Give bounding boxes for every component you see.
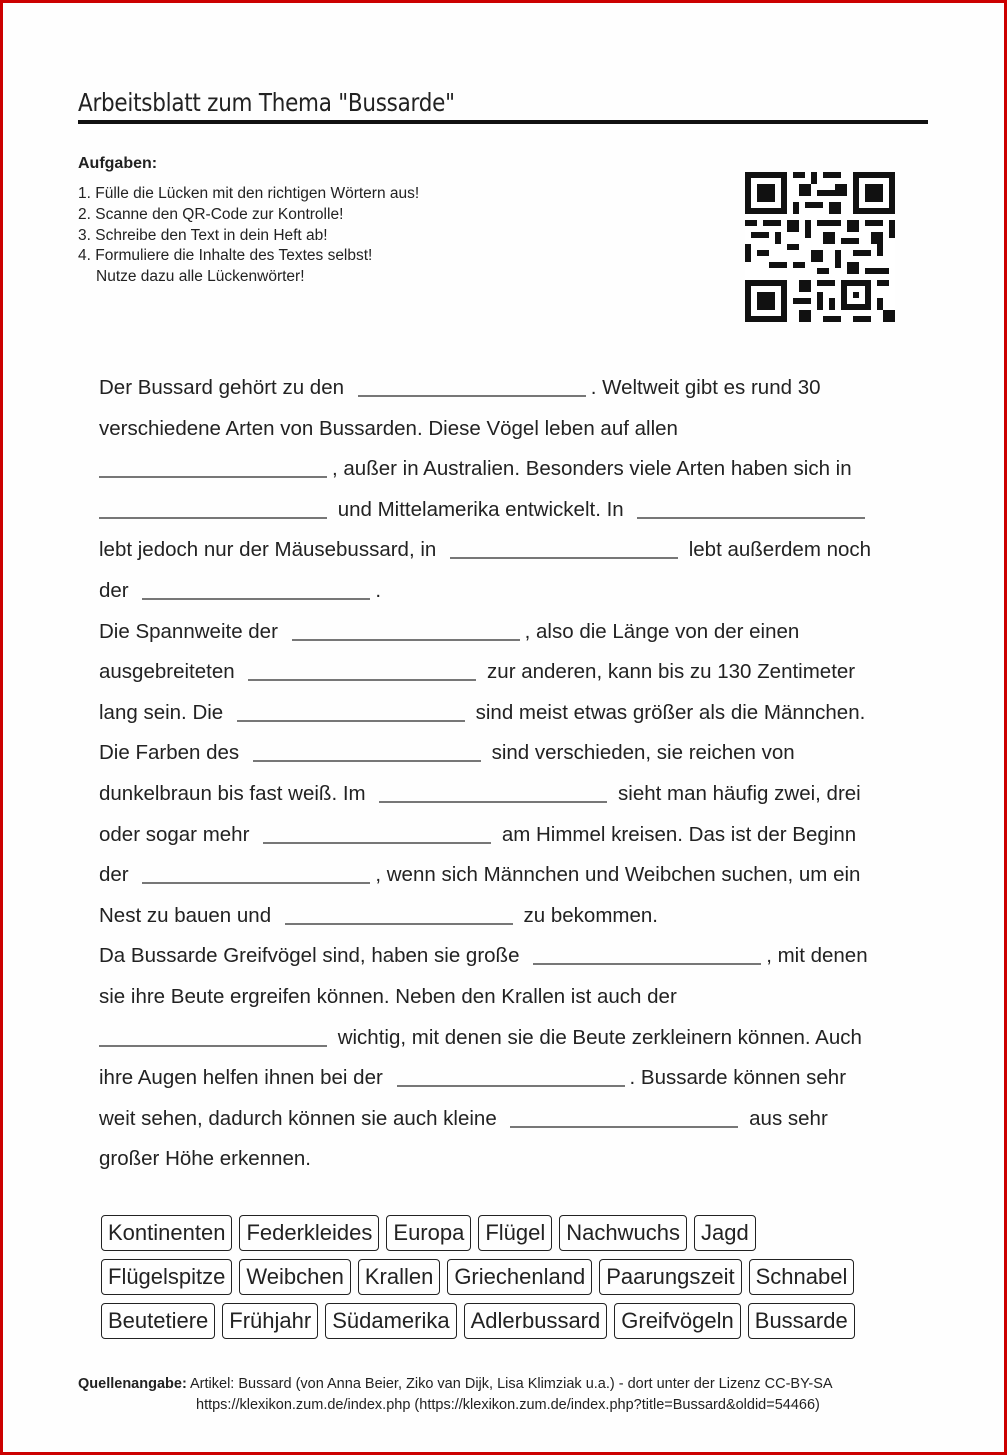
word-chip[interactable]: Frühjahr	[222, 1303, 318, 1339]
word-chip[interactable]: Beutetiere	[101, 1303, 215, 1339]
blank-field[interactable]	[450, 537, 678, 559]
source-line: Artikel: Bussard (von Anna Beier, Ziko van Dijk, Lisa Klimziak u.a.) - dort unter der Lizenz CC-BY-SA	[190, 1376, 833, 1392]
blank-field[interactable]	[285, 903, 513, 925]
word-chip[interactable]: Weibchen	[239, 1259, 350, 1295]
word-chip[interactable]: Paarungszeit	[599, 1259, 741, 1295]
task-item: 4. Formuliere die Inhalte des Textes selbst!	[78, 247, 373, 265]
source-attribution	[78, 1374, 833, 1416]
word-chip[interactable]: Griechenland	[447, 1259, 592, 1295]
word-chip[interactable]: Südamerika	[325, 1303, 456, 1339]
word-chip[interactable]: Bussarde	[748, 1303, 855, 1339]
word-chip[interactable]: Kontinenten	[101, 1215, 232, 1251]
blank-field[interactable]	[637, 497, 865, 519]
blank-field[interactable]	[533, 943, 761, 965]
tasks-heading: Aufgaben:	[78, 155, 158, 172]
blank-field[interactable]	[292, 619, 520, 641]
task-item: Nutze dazu alle Lückenwörter!	[96, 268, 305, 286]
paragraph-hunting: Da Bussarde Greifvögel sind, haben sie große , mit denen sie ihre Beute ergreifen können. Neben den Krallen ist auch der wichtig, mit denen sie die Beute zerkleinern können. Auch ihre Augen helfen ihnen bei der . Bussarde können sehr weit sehen, dadurch können sie auch kleine aus sehr großer Höhe erkennen.	[99, 944, 868, 1171]
word-bank	[101, 1215, 901, 1347]
task-item: 1. Fülle die Lücken mit den richtigen Wörtern aus!	[78, 185, 420, 202]
word-chip[interactable]: Flügelspitze	[101, 1259, 232, 1295]
title-rule	[78, 120, 928, 124]
qr-code[interactable]	[745, 172, 895, 322]
paragraph-appearance: Die Spannweite der , also die Länge von der einen ausgebreiteten zur anderen, kann bis zu 130 Zentimeter lang sein. Die sind meist etwas größer als die Männchen. Die Farben des sind verschieden, sie reichen von dunkelbraun bis fast weiß. Im sieht man häufig zwei, drei oder sogar mehr am Himmel kreisen. Das ist der Beginn der , wenn sich Männchen und Weibchen suchen, um ein Nest zu bauen und zu bekommen.	[99, 619, 866, 927]
word-chip[interactable]: Europa	[386, 1215, 471, 1251]
word-chip[interactable]: Adlerbussard	[464, 1303, 608, 1339]
word-chip[interactable]: Krallen	[358, 1259, 440, 1295]
blank-field[interactable]	[358, 375, 586, 397]
paragraph-distribution: Der Bussard gehört zu den . Weltweit gibt es rund 30 verschiedene Arten von Bussarden. Diese Vögel leben auf allen , außer in Australien. Besonders viele Arten haben sich in und Mittelamerika entwickelt. In lebt jedoch nur der Mäusebussard, in lebt außerdem noch der .	[99, 376, 872, 602]
blank-field[interactable]	[379, 781, 607, 803]
word-chip[interactable]: Federkleides	[239, 1215, 379, 1251]
blank-field[interactable]	[142, 862, 370, 884]
blank-field[interactable]	[253, 740, 481, 762]
blank-field[interactable]	[99, 456, 327, 478]
word-bank-row	[101, 1259, 901, 1295]
word-chip[interactable]: Schnabel	[749, 1259, 855, 1295]
source-link[interactable]: https://klexikon.zum.de/index.php (https://klexikon.zum.de/index.php?title=Bussard&oldid=54466)	[196, 1397, 820, 1413]
task-item: 2. Scanne den QR-Code zur Kontrolle!	[78, 205, 344, 223]
task-item: 3. Schreibe den Text in dein Heft ab!	[78, 226, 328, 244]
word-bank-row	[101, 1215, 901, 1251]
blank-field[interactable]	[99, 1025, 327, 1047]
blank-field[interactable]	[510, 1106, 738, 1128]
source-label: Quellenangabe:	[78, 1376, 187, 1392]
word-bank-row	[101, 1303, 901, 1339]
blank-field[interactable]	[237, 700, 465, 722]
blank-field[interactable]	[99, 497, 327, 519]
word-chip[interactable]: Flügel	[478, 1215, 552, 1251]
blank-field[interactable]	[263, 822, 491, 844]
word-chip[interactable]: Nachwuchs	[559, 1215, 687, 1251]
blank-field[interactable]	[248, 659, 476, 681]
blank-field[interactable]	[397, 1065, 625, 1087]
task-list	[78, 184, 419, 288]
gap-text	[99, 368, 899, 1180]
blank-field[interactable]	[142, 578, 370, 600]
word-chip[interactable]: Jagd	[694, 1215, 756, 1251]
page-title: Arbeitsblatt zum Thema "Bussarde"	[78, 88, 455, 117]
word-chip[interactable]: Greifvögeln	[614, 1303, 741, 1339]
